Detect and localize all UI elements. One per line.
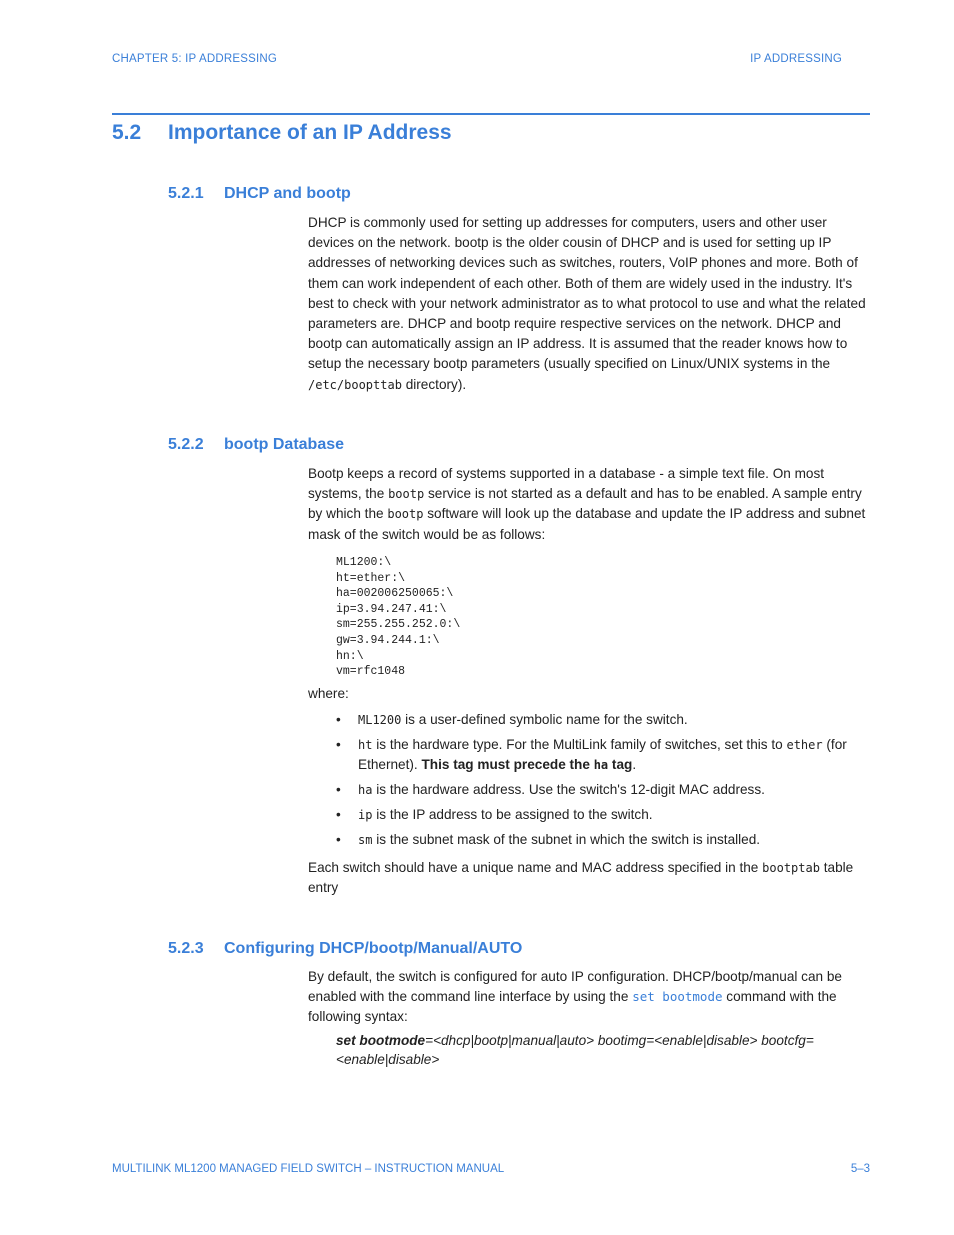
list-item <box>336 805 870 825</box>
where-label: where: <box>308 686 349 701</box>
inline-code: ML1200 <box>358 713 402 727</box>
list-item <box>336 735 870 775</box>
bootptab-note-paragraph <box>308 858 870 898</box>
section-number: 5.2 <box>112 121 142 144</box>
code-line: ht=ether:\ <box>336 571 406 585</box>
list-item <box>336 710 870 730</box>
inline-code: ha <box>593 758 609 772</box>
item-text: is the hardware type. For the MultiLink family of switches, set this to <box>372 737 787 752</box>
code-line: ML1200:\ <box>336 556 392 569</box>
list-item <box>336 830 870 850</box>
code-line: gw=3.94.244.1:\ <box>336 633 440 647</box>
command-syntax <box>336 1031 870 1069</box>
running-header-section: IP ADDRESSING <box>750 53 842 65</box>
configuring-paragraph <box>308 967 870 1028</box>
field-definition-list <box>336 710 870 855</box>
paragraph-text: table entry <box>308 860 854 896</box>
inline-code: /etc/boopttab <box>308 377 402 392</box>
bold-text: This tag must precede the <box>421 757 594 772</box>
paragraph-text: service is not started as a default and has to be enabled. A sample entry by which the <box>308 486 862 522</box>
running-header-chapter: CHAPTER 5: IP ADDRESSING <box>112 53 277 65</box>
inline-code: ht <box>358 738 373 752</box>
subsection-title: bootp Database <box>224 436 345 453</box>
paragraph-text: software will look up the database and update the IP address and subnet mask of the switch would be as follows: <box>308 506 866 542</box>
code-line: hn:\ <box>336 649 364 663</box>
subsection-number: 5.2.1 <box>168 185 204 202</box>
paragraph-text: Each switch should have a unique name and MAC address specified in the <box>308 860 763 875</box>
inline-code: bootp <box>388 487 425 502</box>
inline-code: ha <box>358 783 373 797</box>
inline-code: ip <box>358 808 373 822</box>
inline-code: bootptab <box>762 861 820 875</box>
subsection-heading-configuring <box>168 940 522 958</box>
syntax-command: set bootmode <box>336 1033 426 1048</box>
bold-text: tag <box>608 757 633 772</box>
subsection-title: DHCP and bootp <box>224 185 351 202</box>
footer-page-number: 5–3 <box>850 1163 870 1175</box>
paragraph-text: Bootp keeps a record of systems supported in a database - a simple text file. On most systems, the <box>308 466 825 502</box>
item-text: is the IP address to be assigned to the switch. <box>372 807 653 822</box>
inline-code: ether <box>786 738 823 752</box>
subsection-title: Configuring DHCP/bootp/Manual/AUTO <box>224 940 523 957</box>
syntax-arguments: =<dhcp|bootp|manual|auto> bootimg=<enable|disable> bootcfg=<enable|disable> <box>336 1033 814 1067</box>
header-rule <box>112 113 870 115</box>
dhcp-bootp-paragraph <box>308 213 870 395</box>
code-line: sm=255.255.252.0:\ <box>336 618 461 632</box>
code-line: ha=002006250065:\ <box>336 587 454 601</box>
item-text: is the subnet mask of the subnet in which the switch is installed. <box>372 832 761 847</box>
bootp-database-paragraph <box>308 464 870 545</box>
code-line: ip=3.94.247.41:\ <box>336 602 447 616</box>
section-heading <box>112 121 452 145</box>
inline-code: sm <box>358 833 373 847</box>
item-text: . <box>632 757 637 772</box>
list-item <box>336 780 870 800</box>
code-line: vm=rfc1048 <box>336 665 406 679</box>
bootptab-code-block <box>336 555 460 680</box>
footer-manual-title: MULTILINK ML1200 MANAGED FIELD SWITCH – INSTRUCTION MANUAL <box>112 1163 505 1175</box>
subsection-heading-dhcp-bootp <box>168 185 351 203</box>
subsection-number: 5.2.2 <box>168 436 204 453</box>
emphasis-text <box>421 757 632 772</box>
paragraph-text: directory). <box>401 376 467 392</box>
item-text: is a user-defined symbolic name for the switch. <box>401 712 688 727</box>
subsection-number: 5.2.3 <box>168 940 204 957</box>
subsection-heading-bootp-database <box>168 436 344 454</box>
section-title: Importance of an IP Address <box>168 121 452 144</box>
paragraph-text: DHCP is commonly used for setting up addresses for computers, users and other user devices on the network. bootp is the older cousin of DHCP and is used for setting up IP addresses of networking devices such as switches, routers, VoIP phones and more. Both of them can work independent of each other. Both of them are widely used in the industry. It's best to check with your network administrator as to what protocol to use and what the related parameters are. DHCP and bootp require respective services on the network. DHCP and bootp can automatically assign an IP address. It is assumed that the reader knows how to setup the necessary bootp parameters (usually specified on Linux/UNIX systems in the <box>308 215 866 372</box>
command-link[interactable]: set bootmode <box>632 989 723 1005</box>
item-text: is the hardware address. Use the switch's 12-digit MAC address. <box>372 782 765 797</box>
item-text: (for Ethernet). <box>358 737 847 772</box>
paragraph-text: By default, the switch is configured for auto IP configuration. DHCP/bootp/manual can be enabled with the command line interface by using the <box>308 969 842 1005</box>
inline-code: bootp <box>387 507 424 522</box>
paragraph-text: command with the following syntax: <box>308 989 837 1025</box>
